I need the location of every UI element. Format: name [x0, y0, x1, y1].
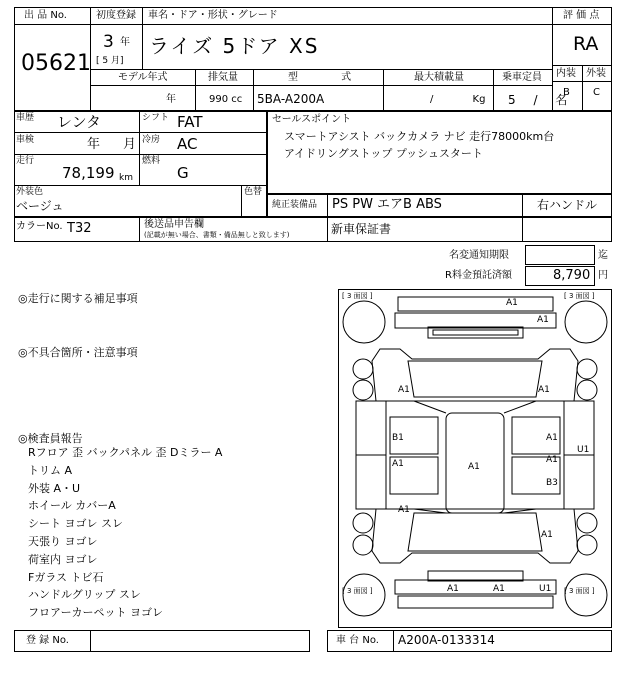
displacement-label: 排気量	[208, 72, 238, 83]
recycle-value: 8,790	[553, 268, 591, 283]
grille	[428, 327, 523, 338]
model-year-unit: 年	[166, 94, 176, 105]
displacement: 990 cc	[209, 94, 243, 105]
color-label: 外装色	[16, 187, 44, 197]
interior-grade: B	[563, 87, 570, 98]
damage-mark: A1	[506, 298, 518, 308]
equipment-label: 純正装備品	[272, 200, 318, 210]
sales-points-line1: スマートアシスト バックカメラ ナビ 走行78000km台	[284, 130, 555, 143]
post-docs-label: 後送品申告欄	[144, 219, 204, 230]
lot-number: 05621	[21, 51, 91, 76]
post-docs-note: (記載が無い場合、書類・備品無しと致します)	[144, 231, 290, 239]
damage-mark: U1	[539, 584, 552, 594]
rear-bumper	[395, 580, 556, 594]
front-bumper	[395, 313, 556, 328]
steering-value: 右ハンドル	[537, 198, 598, 212]
defects-label: ◎不具合箇所・注意事項	[18, 346, 138, 359]
damage-mark: A1	[392, 459, 404, 469]
capacity-label: 乗車定員	[502, 72, 542, 83]
damage-mark: A1	[541, 530, 553, 540]
model-code: 5BA-A200A	[257, 92, 325, 106]
warranty-value: 新車保証書	[331, 222, 392, 236]
wheel-front-left	[343, 301, 385, 343]
car-name: ライズ 5ドア XS	[149, 34, 320, 58]
recycle-label: R料金預託済額	[445, 270, 512, 281]
list-item: ハンドルグリップ スレ	[28, 588, 141, 602]
history-label: 車歴	[16, 113, 35, 123]
list-item: トリム A	[28, 463, 73, 477]
interior-label: 内装	[556, 68, 576, 79]
inspection-label: 車検	[16, 135, 35, 145]
list-item: フロアーカーペット ヨゴレ	[28, 606, 163, 620]
model-year-label: モデル年式	[118, 72, 168, 83]
fuel-label: 燃料	[142, 156, 161, 166]
color-no-value: T32	[67, 221, 92, 236]
equipment-value: PS PW エアB ABS	[332, 197, 442, 212]
recycle-unit: 円	[598, 270, 608, 281]
wheel-front-right	[565, 301, 607, 343]
sales-points-label: セールスポイント	[272, 114, 352, 125]
reg-no-label: 登 録 No.	[26, 635, 69, 646]
list-item: シート ヨゴレ スレ	[28, 517, 123, 531]
damage-mark: A1	[398, 385, 410, 395]
corner-label: [ 3 面図 ]	[342, 292, 373, 300]
color-no-label: カラーNo.	[16, 221, 63, 232]
damage-mark: A1	[537, 315, 549, 325]
name-change-unit: 迄	[598, 250, 608, 261]
list-item: 外装 A・U	[28, 481, 81, 495]
chassis-label: 車 台 No.	[336, 635, 379, 646]
trunk	[408, 513, 542, 551]
inspector-label: ◎検査員報告	[18, 432, 83, 445]
wheel-rear-right	[565, 574, 607, 616]
first-reg-label: 初度登録	[96, 10, 136, 21]
name-change-label: 名変通知期限	[449, 250, 509, 261]
list-item: 天張り ヨゴレ	[28, 534, 98, 548]
grade-label: 評 価 点	[563, 10, 600, 21]
first-reg-year: 3	[103, 32, 114, 52]
damage-mark: B1	[392, 433, 404, 443]
corner-label: [ 3 面図 ]	[564, 587, 595, 595]
damage-mark: A1	[538, 385, 550, 395]
wheel-arch-fr	[577, 380, 597, 400]
damage-mark: A1	[398, 505, 410, 515]
chassis-value: A200A-0133314	[398, 633, 495, 647]
list-item: Rフロア 歪 バックパネル 歪 Dミラー A	[28, 446, 223, 459]
damage-mark: B3	[546, 478, 558, 488]
sales-points-line2: アイドリングストップ プッシュスタート	[284, 147, 483, 160]
shift-label: シフト	[142, 113, 170, 123]
inspector-notes-list	[28, 444, 222, 622]
ac-value: AC	[177, 135, 198, 153]
front-bumper-outline	[398, 297, 553, 311]
shift-value: FAT	[177, 113, 203, 131]
color-change-label: 色替	[244, 187, 263, 197]
mileage-unit: km	[119, 173, 133, 183]
max-load-label: 最大積載量	[414, 72, 464, 83]
model-label: 型 式	[288, 72, 352, 83]
lot-label: 出 品 No.	[24, 10, 67, 21]
capacity: 5 / 名	[508, 93, 568, 107]
damage-mark: A1	[493, 584, 505, 594]
inspection-year: 年	[87, 137, 101, 152]
color-value: ベージュ	[16, 199, 64, 213]
car-name-label: 車名・ドア・形状・グレード	[148, 10, 278, 21]
year-unit: 年	[120, 37, 130, 48]
damage-mark: A1	[468, 462, 480, 472]
corner-label: [ 3 面図 ]	[564, 292, 595, 300]
list-item: 荷室内 ヨゴレ	[28, 552, 98, 566]
damage-mark: A1	[447, 584, 459, 594]
list-item: Fガラス トビ石	[28, 570, 104, 584]
wheel-arch-rr	[577, 513, 597, 533]
wheel-arch-fl	[353, 380, 373, 400]
list-item: ホイール カバーA	[28, 499, 116, 513]
name-change-box	[525, 245, 595, 265]
history-value: レンタ	[57, 113, 102, 131]
damage-mark: A1	[546, 433, 558, 443]
mirror-left	[353, 359, 373, 379]
damage-mark: A1	[546, 455, 558, 465]
mirror-right	[577, 359, 597, 379]
bonnet	[408, 361, 542, 397]
max-load: / Kg	[430, 94, 486, 105]
mileage-value: 78,199	[62, 164, 115, 182]
inspection-month: 月	[123, 137, 137, 152]
exterior-label: 外装	[586, 68, 606, 79]
grade-value: RA	[573, 33, 599, 55]
corner-label: [ 3 面図 ]	[342, 587, 373, 595]
fuel-value: G	[177, 164, 189, 182]
first-reg-month: [ 5 月]	[96, 56, 124, 66]
rear-bumper-outline	[398, 596, 553, 608]
wheel-arch-rl	[353, 513, 373, 533]
car-diagram	[338, 289, 612, 628]
driving-notes-label: ◎走行に関する補足事項	[18, 292, 138, 305]
damage-mark: U1	[577, 445, 590, 455]
mileage-label: 走行	[16, 156, 35, 166]
ac-label: 冷房	[142, 135, 161, 145]
wheel-rear-left	[343, 574, 385, 616]
exterior-grade: C	[593, 87, 600, 98]
